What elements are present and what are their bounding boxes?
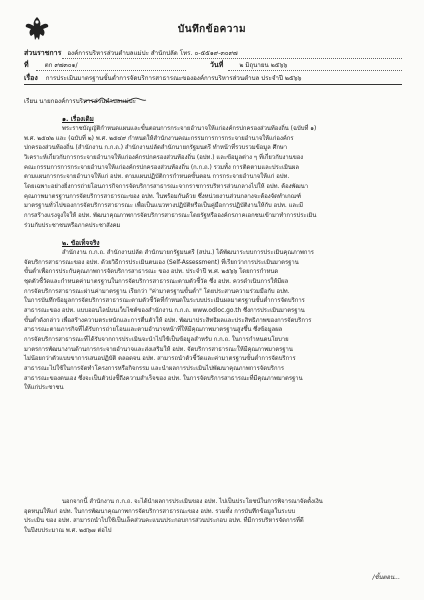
ref-underline <box>36 70 186 71</box>
subject-label: เรื่อง <box>24 74 38 82</box>
section-2-body-continued: นอกจากนี้ สำนักงาน ก.ก.ถ. จะได้นำผลการประเมินของ อปท. ไปเป็นประโยชน์ในการพิจารณาจัดตั้งเงิน อุดหนุนให้แก่ อปท. ในการพัฒนาคุณภาพการจัดบริการสาธารณะของ อปท. รวมทั้ง การบันทึกข้อมูลในระบบ ประเมิน ของ อปท. สามารถนำไปใช้เป็นเล็คส่วนคะแนนประกอบการส่วนประกอบ อปท. ที่มีการบริหารจัดการที่ดี ในปีงบประมาณ พ.ศ. ๒๕๖๗ ต่อไป <box>24 499 323 534</box>
ref-value: ตก ๙๗๓๐๑/ <box>44 62 78 69</box>
agency-value: องค์การบริหารส่วนตำบลแม่ปะ สำนักปลัด โทร. ๐-๕๕๑๙-๓๐๙๗ <box>67 50 238 57</box>
date-underline <box>228 70 402 71</box>
page-continue-marker: /ขั้นตอน... <box>372 574 400 581</box>
agency-underline <box>62 58 402 59</box>
agency-label: ส่วนราชการ <box>24 49 62 57</box>
greeting-line: เรียน นายกองค์การบริหารส่วนตำบลแม่ปะ <box>24 98 136 105</box>
date-row <box>210 61 287 70</box>
section-2-body: สำนักงาน ก.ก.ถ. สำนักงานปลัด สำนักนายกรัฐมนตรี (สปน.) ได้พัฒนาระบบการประเมินคุณภาพการ จัดบริการสาธารณะของ อปท. ด้วยวิธีการประเมินตนเอง (Self-Assessment) ที่เรียกว่าการประเมินมาตรฐาน ขั้นต่ำเพื่อการประกันคุณภาพการจัดบริการสาธารณะ ของ อปท. ประจำปี พ.ศ. ๒๕๖๖ โดยการกำหนด ชุดตัวชี้วัดและกำหนดค่ามาตรฐานในการจัดบริการสาธารณะตามตัวชี้วัด ซึ่ง อปท. ควรดำเนินการให้มีผล การจัดบริการสาธารณะผ่านค่ามาตรฐาน เรียกว่า "ค่ามาตรฐานขั้นต่ำ" โดยประสานความร่วมมือกับ อปท. ในการบันทึกข้อมูลการจัดบริการสาธารณะตามตัวชี้วัดที่กำหนดในระบบประเมินผลมาตรฐานขั้นต่ำการจัดบริการ สาธารณะของ อปท. แบบออนไลน์บนเว็บไซต์ของสำนักงาน ก.ก.ถ. www.odloc.go.th ซึ่งการประเมินมาตรฐาน ขั้นต่ำดังกล่าว เพื่อสร้างความตระหนักและการตื่นตัวให้ อปท. พัฒนาประสิทธิผลและประสิทธิภาพของการจัดบริการ สาธารณะตามภารกิจที่ได้รับการถ่ายโอนและตามอำนาจหน้าที่ให้มีคุณภาพมาตรฐานสูงขึ้น ซึ่งข้อมูลผล การจัดบริการสาธารณะที่ได้รับจากการประเมินจะนำไปใช้เป็นข้อมูลสำหรับ ก.ก.ถ. ในการกำหนดนโยบาย มาตรการพัฒนางานด้านการกระจายอำนาจและส่งเสริมให้ อปท. จัดบริการสาธารณะให้มีคุณภาพมาตรฐาน ไม่น้อยกว่าตัวแบบขาการเสนอปฏิบัติ ตลอดจน อปท. สามารถนำตัวชี้วัดและค่ามาตรฐานขั้นต่ำการจัดบริการ สาธารณะไปใช้ในการจัดทำโครงการหรือกิจกรรม และนำผลการประเมินไปพัฒนาคุณภาพการจัดบริการ สาธารณะของตนเอง ซึ่งจะเป็นตัวบ่งชี้ถึงความสำเร็จของ อปท. ในการจัดบริการสาธารณะที่มีคุณภาพมาตรฐาน ให้แก่ประชาชน <box>24 250 314 392</box>
date-label: วันที่ <box>210 61 224 69</box>
section-1-body: พระราชบัญญัติกำหนดแผนและขั้นตอนการกระจายอำนาจให้แก่องค์กรปกครองส่วนท้องถิ่น (ฉบับที่ ๑) พ.ศ. ๒๕๔๒ และ (ฉบับที่ ๒) พ.ศ. ๒๕๔๙ กำหนดให้สำนักงานคณะกรรมการการกระจายอำนาจให้แก่องค์กร ปกครองส่วนท้องถิ่น (สำนักงาน ก.ก.ถ.) สำนักงานปลัดสำนักนายกรัฐมนตรี ทำหน้าที่รวบรวมข้อมูล ศึกษา วิเคราะห์เกี่ยวกับการกระจายอำนาจให้แก่องค์กรปกครองส่วนท้องถิ่น (อปท.) และข้อมูลต่าง ๆ ที่เกี่ยวกับงานของ คณะกรรมการการกระจายอำนาจให้แก่องค์กรปกครองส่วนท้องถิ่น (ก.ก.ถ.) รวมทั้ง การติดตามและประเมินผล ตามแผนการกระจายอำนาจให้แก่ อปท. ตามแผนปฏิบัติการกำหนดขั้นตอน การกระจายอำนาจให้แก่ อปท. โดยเฉพาะอย่างยิ่งการถ่ายโอนภารกิจการจัดบริการสาธารณะจากราชการบริหารส่วนกลางไปให้ อปท. ต้องพัฒนา คุณภาพมาตรฐานการจัดบริการสาธารณะของ อปท. ในพร้อมกันด้วย ซึ่งหน่วยงานส่วนกลางจะต้องจัดทำเกณฑ์ มาตรฐานทั่วไปของการจัดบริการสาธารณะ เพื่อเป็นแนวทางปฏิบัติหรือเป็นคู่มือการปฏิบัติงานให้กับ อปท. และมี การสร้างแรงจูงใจให้ อปท. พัฒนาคุณภาพการจัดบริการสาธารณะโดยรัฐหรือองค์กรภาคเอกชนเข้ามาทำการประเมิน ร่วมกับประชาชนหรือภาคประชาสังคม <box>24 126 317 229</box>
subject-row <box>24 74 302 83</box>
subject-value: การประเมินมาตรฐานขั้นต่ำการจัดบริการสาธารณะขององค์การบริหารส่วนตำบล ประจำปี ๒๕๖๖ <box>45 75 302 82</box>
subject-divider <box>24 84 402 85</box>
agency-row <box>24 49 238 58</box>
ref-label: ที่ <box>24 61 29 69</box>
document-title: บันทึกข้อความ <box>177 24 247 35</box>
section-2-heading: ๒. ข้อเท็จจริง <box>62 239 100 247</box>
section-1-heading: ๑. เรื่องเดิม <box>62 115 94 123</box>
ref-row <box>24 61 78 70</box>
date-value: ๒ มิถุนายน ๒๕๖๖ <box>239 62 288 69</box>
